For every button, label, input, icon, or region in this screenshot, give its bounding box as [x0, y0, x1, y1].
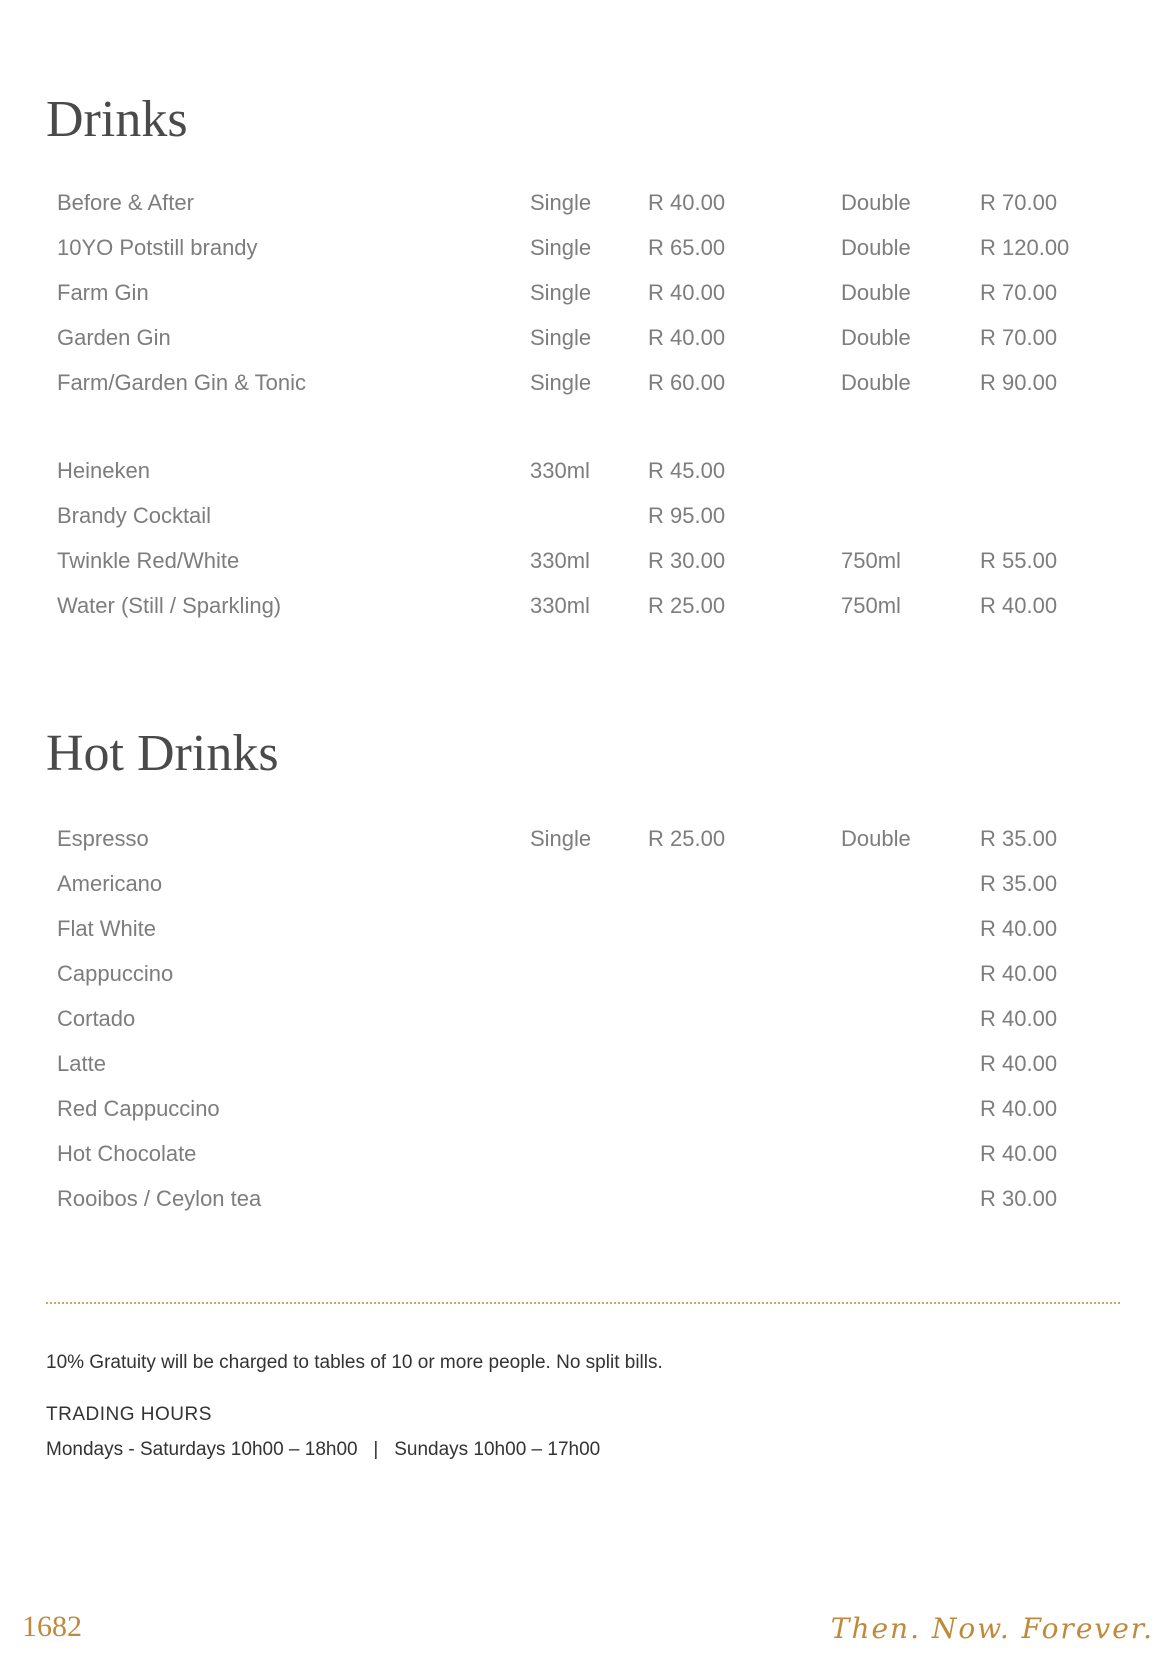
item-name: Garden Gin [57, 325, 171, 350]
item-price-2: R 40.00 [980, 961, 1058, 986]
item-name: Espresso [57, 826, 149, 851]
menu-row [57, 1186, 1117, 1231]
item-price-2: R 40.00 [980, 1096, 1058, 1121]
item-price-2: R 30.00 [980, 1186, 1058, 1211]
menu-row [57, 370, 1117, 415]
drinks-table [57, 190, 1117, 638]
menu-row [57, 503, 1117, 548]
item-size-1: Single [530, 280, 592, 305]
item-size-2: Double [841, 190, 911, 215]
item-name: Flat White [57, 916, 157, 941]
spirits-list [57, 190, 1117, 415]
item-name: Cappuccino [57, 961, 174, 986]
hot-drinks-title: Hot Drinks [46, 725, 279, 782]
hot-drinks-table [57, 826, 1117, 1231]
menu-row [57, 826, 1117, 871]
menu-row [57, 548, 1117, 593]
item-price-2: R 40.00 [980, 1141, 1058, 1166]
item-price-1: R 25.00 [648, 593, 726, 618]
item-name: Latte [57, 1051, 106, 1076]
item-size-1: Single [530, 190, 592, 215]
menu-row [57, 190, 1117, 235]
menu-row [57, 871, 1117, 916]
drinks-title: Drinks [46, 91, 188, 148]
menu-row [57, 1051, 1117, 1096]
item-price-2: R 40.00 [980, 593, 1058, 618]
hot-drinks-list [57, 826, 1117, 1231]
item-price-2: R 40.00 [980, 1051, 1058, 1076]
item-size-2: Double [841, 826, 911, 851]
item-price-2: R 70.00 [980, 190, 1058, 215]
item-price-2: R 120.00 [980, 235, 1070, 260]
item-size-1: Single [530, 325, 592, 350]
item-price-1: R 95.00 [648, 503, 726, 528]
item-size-1: Single [530, 370, 592, 395]
item-size-1: 330ml [530, 548, 590, 573]
item-name: Water (Still / Sparkling) [57, 593, 282, 618]
spacer [57, 415, 1117, 458]
menu-row [57, 593, 1117, 638]
item-price-1: R 40.00 [648, 280, 726, 305]
item-size-2: Double [841, 325, 911, 350]
item-price-1: R 65.00 [648, 235, 726, 260]
menu-row [57, 1006, 1117, 1051]
tagline: Then. Now. Forever. [830, 1612, 1154, 1645]
dotted-divider [46, 1302, 1120, 1304]
item-price-1: R 60.00 [648, 370, 726, 395]
item-price-1: R 30.00 [648, 548, 726, 573]
item-size-2: 750ml [841, 593, 901, 618]
item-name: Red Cappuccino [57, 1096, 220, 1121]
item-name: Cortado [57, 1006, 136, 1031]
item-name: Brandy Cocktail [57, 503, 212, 528]
item-price-2: R 70.00 [980, 325, 1058, 350]
item-size-1: Single [530, 235, 592, 260]
item-name: Heineken [57, 458, 150, 483]
item-price-2: R 40.00 [980, 1006, 1058, 1031]
item-name: Twinkle Red/White [57, 548, 240, 573]
menu-row [57, 235, 1117, 280]
item-price-2: R 70.00 [980, 280, 1058, 305]
item-name: Hot Chocolate [57, 1141, 197, 1166]
other-drinks-list [57, 458, 1117, 638]
item-price-1: R 40.00 [648, 325, 726, 350]
brand-year: 1682 [22, 1610, 82, 1643]
menu-row [57, 1096, 1117, 1141]
item-price-2: R 55.00 [980, 548, 1058, 573]
item-size-1: 330ml [530, 593, 590, 618]
item-name: Rooibos / Ceylon tea [57, 1186, 262, 1211]
item-size-2: Double [841, 235, 911, 260]
item-size-1: Single [530, 826, 592, 851]
menu-row [57, 280, 1117, 325]
trading-hours-title: TRADING HOURS [46, 1404, 212, 1425]
menu-row [57, 916, 1117, 961]
item-name: Americano [57, 871, 163, 896]
item-name: 10YO Potstill brandy [57, 235, 258, 260]
item-price-2: R 35.00 [980, 826, 1058, 851]
item-price-2: R 90.00 [980, 370, 1058, 395]
item-name: Before & After [57, 190, 194, 215]
item-size-2: 750ml [841, 548, 901, 573]
menu-row [57, 325, 1117, 370]
item-price-1: R 25.00 [648, 826, 726, 851]
item-price-1: R 45.00 [648, 458, 726, 483]
item-size-2: Double [841, 280, 911, 305]
item-name: Farm Gin [57, 280, 149, 305]
menu-row [57, 1141, 1117, 1186]
item-size-2: Double [841, 370, 911, 395]
item-price-1: R 40.00 [648, 190, 726, 215]
item-size-1: 330ml [530, 458, 590, 483]
item-price-2: R 40.00 [980, 916, 1058, 941]
item-name: Farm/Garden Gin & Tonic [57, 370, 307, 395]
menu-row [57, 458, 1117, 503]
gratuity-note: 10% Gratuity will be charged to tables of 10 or more people. No split bills. [46, 1352, 663, 1373]
item-price-2: R 35.00 [980, 871, 1058, 896]
menu-row [57, 961, 1117, 1006]
trading-hours: Mondays - Saturdays 10h00 – 18h00 | Sundays 10h00 – 17h00 [46, 1439, 601, 1460]
